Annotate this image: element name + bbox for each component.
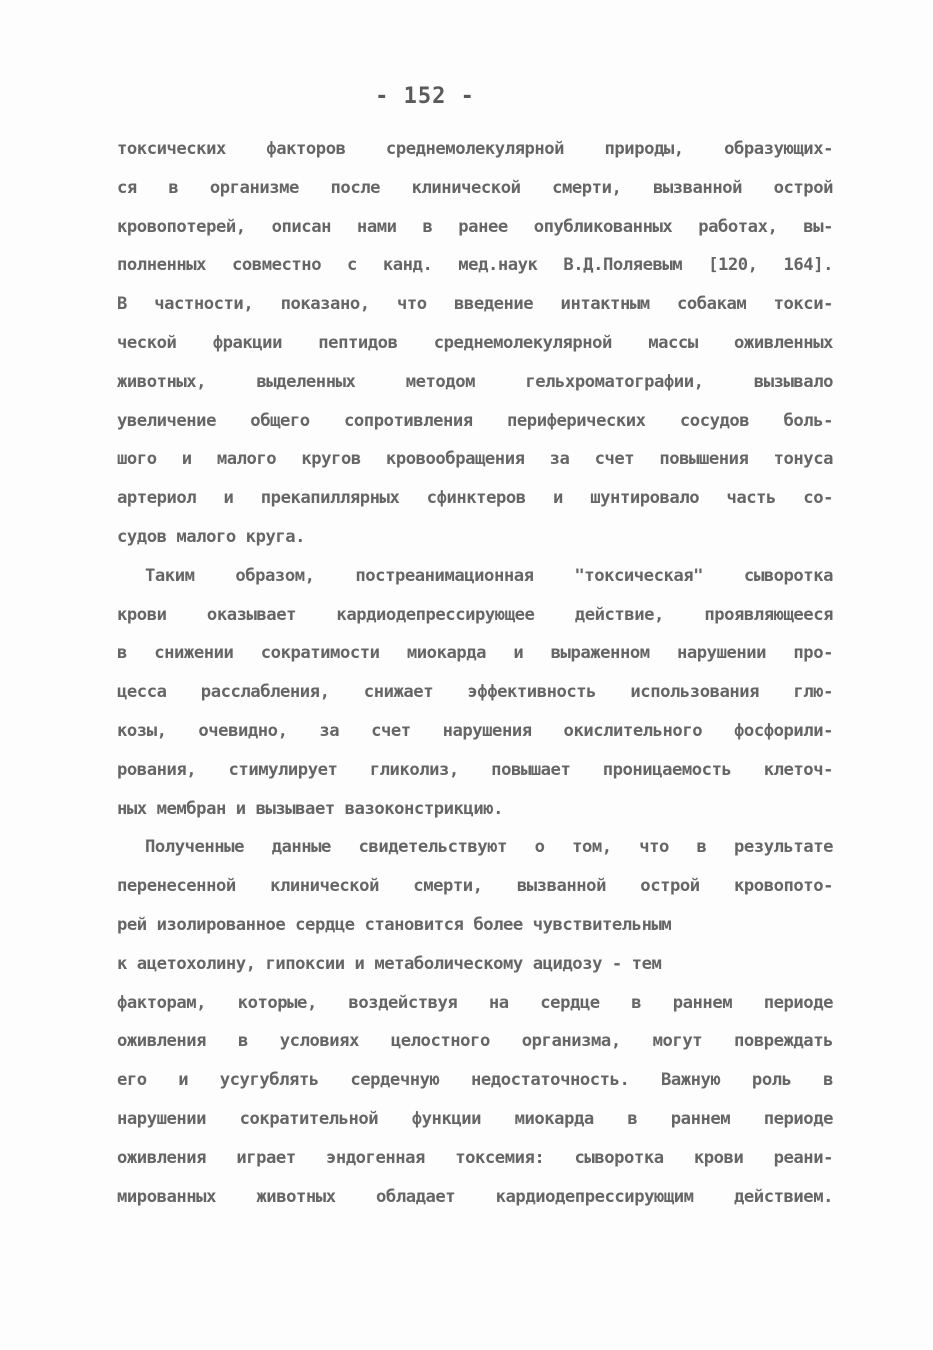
text-line: рей изолированное сердце становится более чувствительным <box>117 914 672 935</box>
text-line: цесса расслабления, снижает эффективность использования глю- <box>117 682 833 703</box>
text-line: увеличение общего сопротивления периферических сосудов боль- <box>117 410 833 431</box>
text-line: судов малого круга. <box>117 526 306 547</box>
text-line: оживления в условиях целостного организма, могут повреждать <box>117 1031 833 1052</box>
text-line: козы, очевидно, за счет нарушения окислительного фосфорили- <box>117 720 833 741</box>
text-line: оживления играет эндогенная токсемия: сыворотка крови реани- <box>117 1147 833 1168</box>
paragraph-2 <box>117 557 833 829</box>
text-line: ческой фракции пептидов среднемолекулярной массы оживленных <box>117 332 833 353</box>
paragraph-1 <box>117 130 833 557</box>
paragraph-3 <box>117 828 833 1216</box>
page-number: - 152 - <box>375 84 475 109</box>
text-line: факторам, которые, воздействуя на сердце в раннем периоде <box>117 992 833 1013</box>
text-line: рования, стимулирует гликолиз, повышает проницаемость клеточ- <box>117 759 833 780</box>
text-line: в снижении сократимости миокарда и выраженном нарушении про- <box>117 643 833 664</box>
text-line: полненных совместно с канд. мед.наук В.Д.Поляевым [120, 164]. <box>117 255 833 276</box>
text-line: ся в организме после клинической смерти, вызванной острой <box>117 177 833 198</box>
text-line: перенесенной клинической смерти, вызванной острой кровопото- <box>117 876 833 897</box>
body-text <box>117 130 833 1216</box>
text-line: крови оказывает кардиодепрессирующее действие, проявляющееся <box>117 604 833 625</box>
text-line: артериол и прекапиллярных сфинктеров и шунтировало часть со- <box>117 488 833 509</box>
text-line: Таким образом, постреанимационная "токсическая" сыворотка <box>145 565 833 586</box>
text-line: Полученные данные свидетельствуют о том, что в результате <box>145 837 833 858</box>
text-line: животных, выделенных методом гельхроматографии, вызывало <box>117 371 833 392</box>
text-line: его и усугублять сердечную недостаточность. Важную роль в <box>117 1070 833 1091</box>
text-line: токсических факторов среднемолекулярной природы, образующих- <box>117 139 833 159</box>
text-line: кровопотерей, описан нами в ранее опубликованных работах, вы- <box>117 216 833 237</box>
text-line: ных мембран и вызывает вазоконстрикцию. <box>117 798 504 819</box>
text-line: к ацетохолину, гипоксии и метаболическому ацидозу - тем <box>117 953 662 974</box>
text-line: шого и малого кругов кровообращения за счет повышения тонуса <box>117 449 833 470</box>
text-line: В частности, показано, что введение интактным собакам токси- <box>117 294 833 315</box>
text-line: нарушении сократительной функции миокарда в раннем периоде <box>117 1108 833 1129</box>
text-line: мированных животных обладает кардиодепрессирующим действием. <box>117 1186 833 1207</box>
